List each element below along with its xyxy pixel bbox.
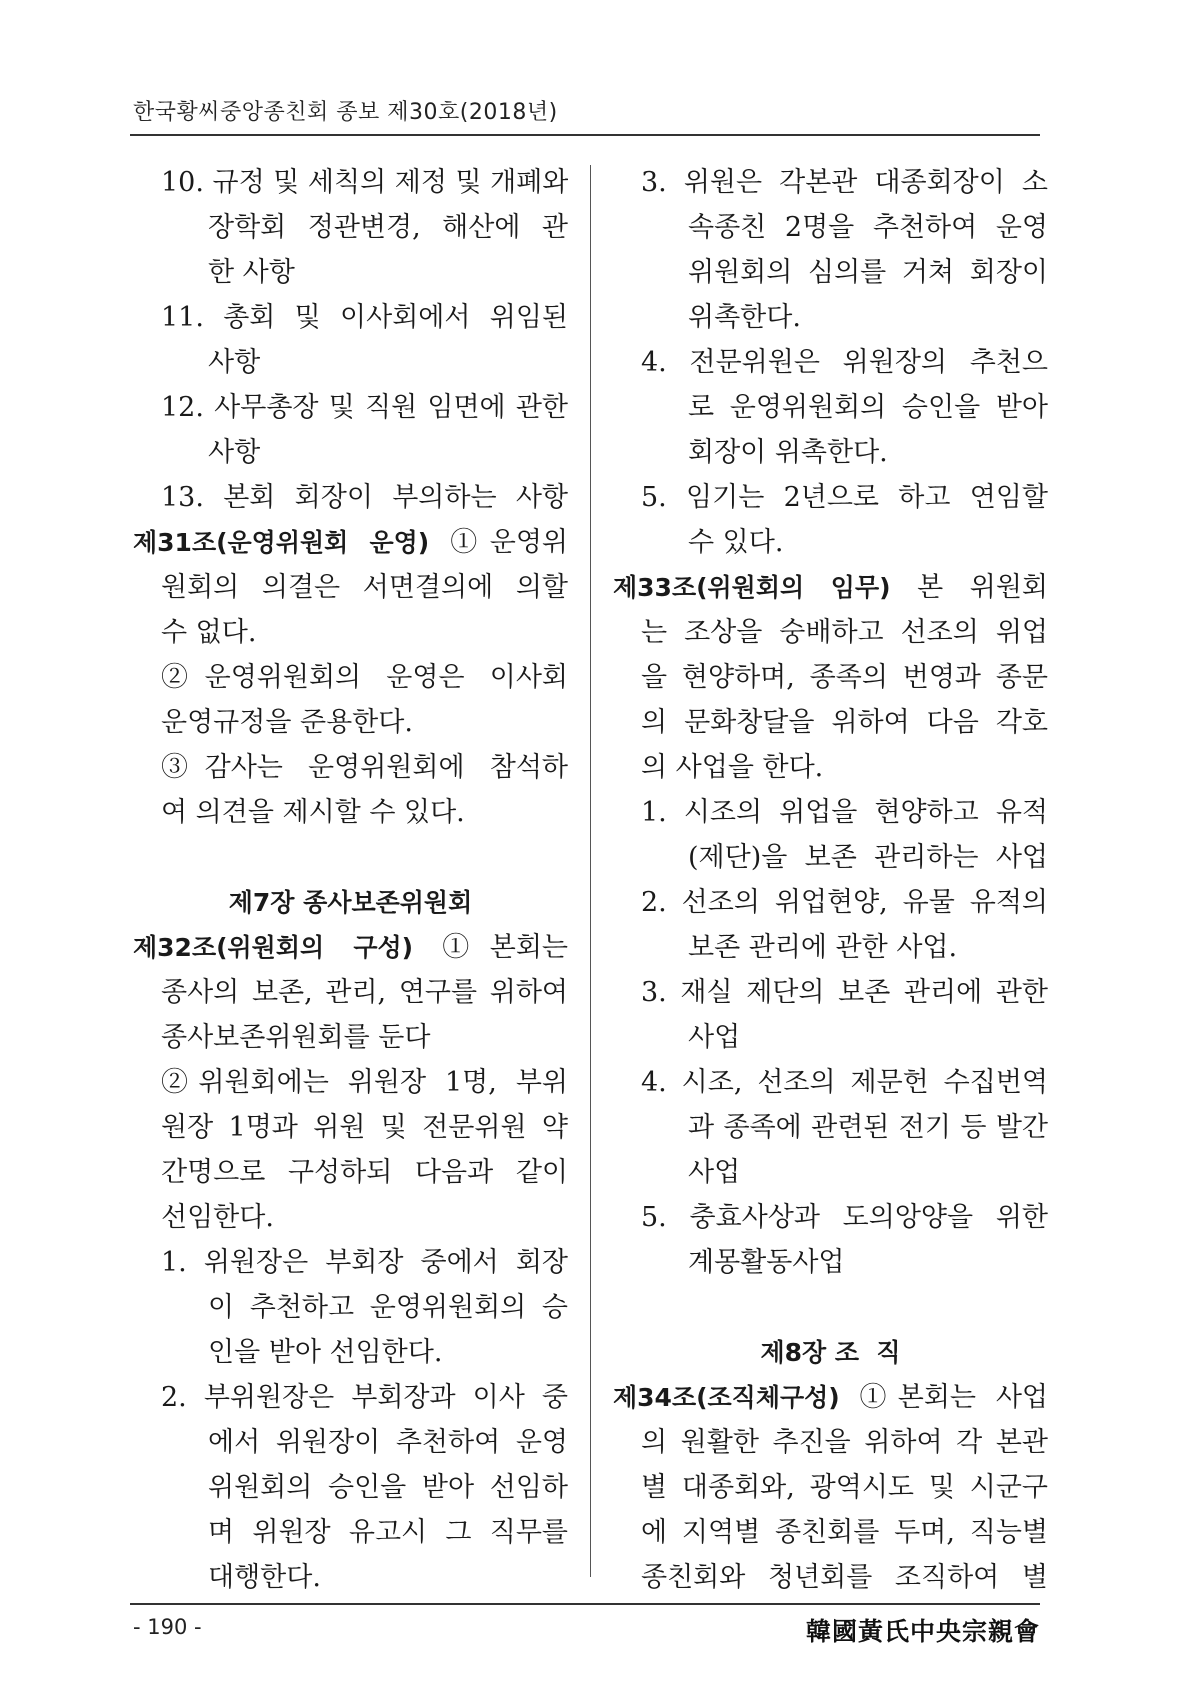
- text-line: [133, 1510, 568, 1555]
- text-line: [613, 295, 1048, 340]
- line-text: 10. 규정 및 세칙의 제정 및 개폐와: [161, 167, 568, 198]
- article-heading: 제34조(조직체구성): [613, 1383, 840, 1412]
- line-text: 계몽활동사업: [688, 1247, 845, 1278]
- article-line: [613, 565, 1048, 610]
- article-heading: 제32조(위원회의 구성): [133, 933, 414, 962]
- line-text: 5. 임기는 2년으로 하고 연임할: [641, 482, 1048, 513]
- line-text: ③감사는 운영위원회에 참석하: [161, 752, 568, 783]
- column-divider: [590, 165, 591, 1577]
- text-line: [133, 205, 568, 250]
- line-text: 2. 선조의 위업현양, 유물 유적의: [641, 887, 1048, 918]
- line-text: (제단)을 보존 관리하는 사업: [688, 842, 1048, 873]
- article-line: [133, 520, 568, 565]
- article-line: [133, 925, 568, 970]
- line-text: 이 추천하고 운영위원회의 승: [208, 1292, 568, 1323]
- line-text: 보존 관리에 관한 사업.: [688, 932, 958, 963]
- footer-rule: [130, 1603, 1040, 1605]
- line-text: 사업: [688, 1022, 741, 1053]
- line-text: 1. 위원장은 부회장 중에서 회장: [161, 1247, 568, 1278]
- chapter-heading: 제8장 조 직: [760, 1338, 901, 1367]
- line-text: 원장 1명과 위원 및 전문위원 약: [161, 1112, 568, 1143]
- text-line: [613, 1195, 1048, 1240]
- text-line: [133, 1465, 568, 1510]
- line-text: 는 조상을 숭배하고 선조의 위업: [641, 617, 1048, 648]
- text-line: [133, 1330, 568, 1375]
- blank-line: [613, 1285, 1048, 1330]
- text-line: [613, 655, 1048, 700]
- line-text: 에서 위원장이 추천하여 운영: [208, 1427, 568, 1458]
- text-line: [613, 1510, 1048, 1555]
- text-line: [133, 1555, 568, 1600]
- line-text: 3. 재실 제단의 보존 관리에 관한: [641, 977, 1048, 1008]
- text-line: [613, 700, 1048, 745]
- text-line: [613, 1420, 1048, 1465]
- line-text: 운영규정을 준용한다.: [161, 707, 413, 738]
- text-line: [133, 1195, 568, 1240]
- line-text: 선임한다.: [161, 1202, 274, 1233]
- page-number: - 190 -: [133, 1615, 202, 1639]
- line-text: 1. 시조의 위업을 현양하고 유적: [641, 797, 1048, 828]
- text-line: [613, 430, 1048, 475]
- line-text: 인을 받아 선임한다.: [208, 1337, 443, 1368]
- line-text: 4. 전문위원은 위원장의 추천으: [641, 347, 1048, 378]
- text-line: [133, 970, 568, 1015]
- line-text: 의 사업을 한다.: [641, 752, 824, 783]
- text-line: [133, 385, 568, 430]
- text-line: [613, 745, 1048, 790]
- right-text-column: [613, 160, 1048, 1600]
- line-text: 3. 위원은 각본관 대종회장이 소: [641, 167, 1048, 198]
- line-text: ①본회는 사업: [839, 1382, 1048, 1413]
- article-line: [613, 1375, 1048, 1420]
- line-text: 위촉한다.: [688, 302, 801, 333]
- text-line: [613, 970, 1048, 1015]
- line-text: 여 의견을 제시할 수 있다.: [161, 797, 465, 828]
- organization-name: 韓國黃氏中央宗親會: [805, 1617, 1040, 1646]
- line-text: 2. 부위원장은 부회장과 이사 중: [161, 1382, 568, 1413]
- text-line: [133, 745, 568, 790]
- text-line: [133, 430, 568, 475]
- line-text: 5. 충효사상과 도의앙양을 위한: [641, 1202, 1048, 1233]
- line-text: 대행한다.: [208, 1562, 321, 1593]
- text-line: [613, 385, 1048, 430]
- text-line: [613, 475, 1048, 520]
- line-text: ②위원회에는 위원장 1명, 부위: [161, 1067, 568, 1098]
- line-text: 종친회와 청년회를 조직하여 별: [641, 1562, 1048, 1593]
- text-line: [613, 1015, 1048, 1060]
- line-text: 사업: [688, 1157, 741, 1188]
- text-line: [133, 1285, 568, 1330]
- line-text: 위원회의 심의를 거쳐 회장이: [688, 257, 1048, 288]
- header-rule: [130, 134, 1040, 136]
- line-text: 의 문화창달을 위하여 다음 각호: [641, 707, 1048, 738]
- line-text: 13. 본회 회장이 부의하는 사항: [161, 482, 568, 513]
- line-text: 에 지역별 종친회를 두며, 직능별: [641, 1517, 1048, 1548]
- line-text: 12. 사무총장 및 직원 임면에 관한: [161, 392, 568, 423]
- line-text: 의 원활한 추진을 위하여 각 본관: [641, 1427, 1048, 1458]
- line-text: 사항: [208, 347, 261, 378]
- article-heading: 제33조(위원회의 임무): [613, 573, 891, 602]
- line-text: 종사의 보존, 관리, 연구를 위하여: [161, 977, 568, 1008]
- line-text: 위원회의 승인을 받아 선임하: [208, 1472, 568, 1503]
- line-text: 을 현양하며, 종족의 번영과 종문: [641, 662, 1048, 693]
- text-line: [133, 1420, 568, 1465]
- line-text: 종사보존위원회를 둔다: [161, 1022, 431, 1053]
- text-line: [133, 565, 568, 610]
- text-line: [133, 475, 568, 520]
- line-text: 원회의 의결은 서면결의에 의할: [161, 572, 568, 603]
- line-text: 11. 총회 및 이사회에서 위임된: [161, 302, 568, 333]
- line-text: 수 있다.: [688, 527, 784, 558]
- text-line: [613, 835, 1048, 880]
- text-line: [133, 700, 568, 745]
- text-line: [613, 1555, 1048, 1600]
- text-line: [133, 1240, 568, 1285]
- text-line: [133, 160, 568, 205]
- text-line: [613, 925, 1048, 970]
- page-header-title: 한국황씨중앙종친회 종보 제30호(2018년): [133, 100, 558, 125]
- line-text: 과 종족에 관련된 전기 등 발간: [688, 1112, 1048, 1143]
- text-line: [613, 1465, 1048, 1510]
- line-text: 한 사항: [208, 257, 295, 288]
- line-text: 사항: [208, 437, 261, 468]
- text-line: [133, 1375, 568, 1420]
- article-heading: 제31조(운영위원회 운영): [133, 528, 430, 557]
- text-line: [133, 1105, 568, 1150]
- line-text: 회장이 위촉한다.: [688, 437, 888, 468]
- text-line: [133, 1060, 568, 1105]
- line-text: 수 없다.: [161, 617, 257, 648]
- line-text: 간명으로 구성하되 다음과 같이: [161, 1157, 568, 1188]
- line-text: ①운영위: [429, 527, 568, 558]
- text-line: [133, 250, 568, 295]
- text-line: [613, 1150, 1048, 1195]
- text-line: [133, 340, 568, 385]
- text-line: [613, 790, 1048, 835]
- text-line: [133, 1150, 568, 1195]
- text-line: [613, 1105, 1048, 1150]
- text-line: [613, 250, 1048, 295]
- text-line: [133, 655, 568, 700]
- text-line: [133, 1015, 568, 1060]
- text-line: [613, 610, 1048, 655]
- line-text: 로 운영위원회의 승인을 받아: [688, 392, 1048, 423]
- text-line: [613, 340, 1048, 385]
- text-line: [613, 205, 1048, 250]
- line-text: 속종친 2명을 추천하여 운영: [688, 212, 1048, 243]
- line-text: 본 위원회: [890, 572, 1048, 603]
- text-line: [133, 790, 568, 835]
- line-text: ②운영위원회의 운영은 이사회: [161, 662, 568, 693]
- text-line: [133, 295, 568, 340]
- left-text-column: [133, 160, 568, 1600]
- line-text: ①본회는: [413, 932, 568, 963]
- text-line: [613, 1240, 1048, 1285]
- line-text: 4. 시조, 선조의 제문헌 수집번역: [641, 1067, 1048, 1098]
- chapter-heading: 제7장 종사보존위원회: [228, 888, 473, 917]
- line-text: 별 대종회와, 광역시도 및 시군구: [641, 1472, 1048, 1503]
- text-line: [613, 880, 1048, 925]
- text-line: [133, 610, 568, 655]
- line-text: 장학회 정관변경, 해산에 관: [208, 212, 568, 243]
- text-line: [613, 1060, 1048, 1105]
- text-line: [613, 520, 1048, 565]
- text-line: [613, 160, 1048, 205]
- blank-line: [133, 835, 568, 880]
- line-text: 며 위원장 유고시 그 직무를: [208, 1517, 568, 1548]
